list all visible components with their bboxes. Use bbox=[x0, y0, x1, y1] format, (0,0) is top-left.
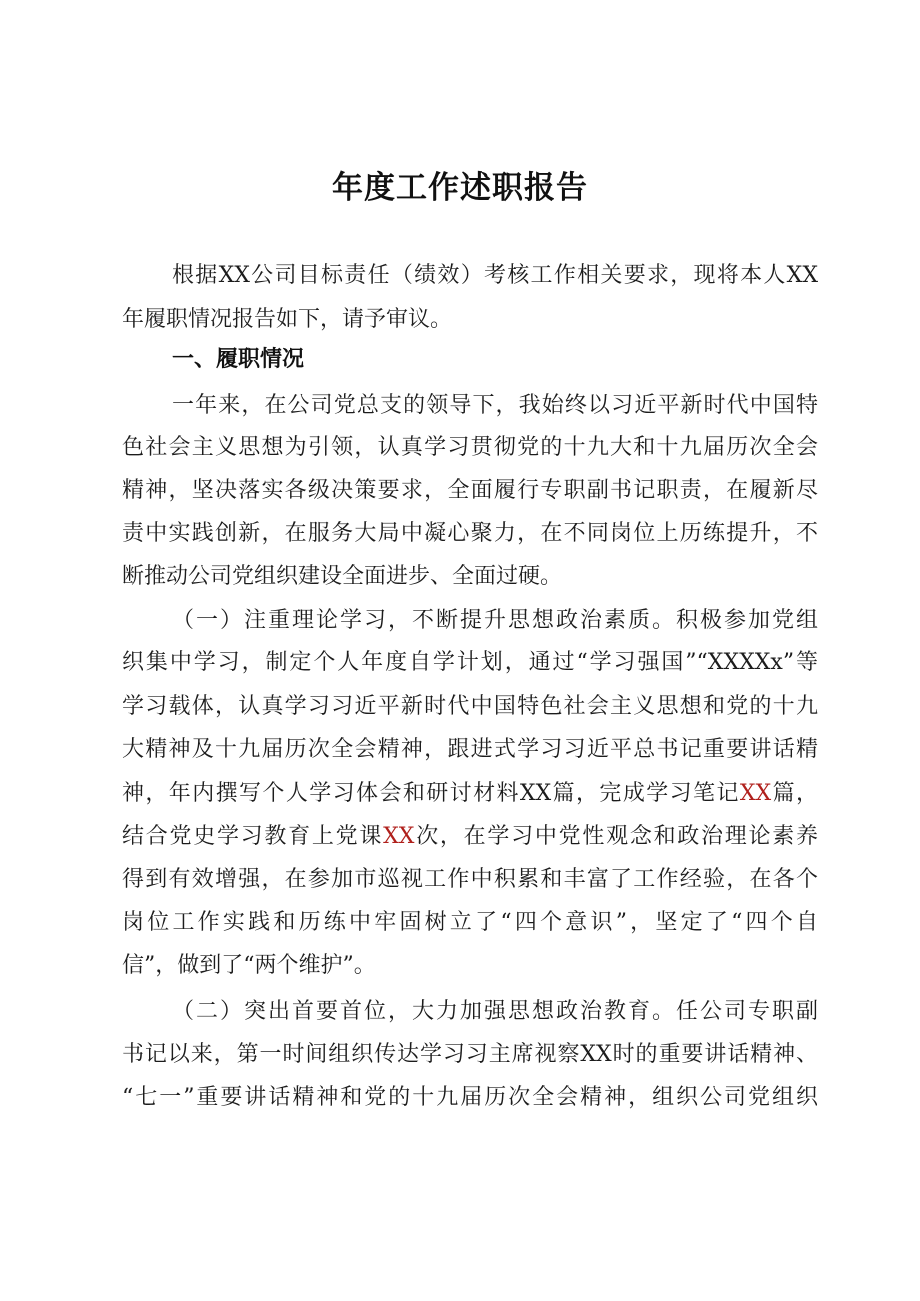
paragraph-line: 信”，做到了“两个维护”。 bbox=[122, 953, 376, 978]
paragraph-line: 得到有效增强，在参加市巡视工作中积累和丰富了工作经验，在各个 bbox=[122, 867, 818, 892]
paragraph-line: 断推动公司党组织建设全面进步、全面过硬。 bbox=[122, 564, 563, 589]
paragraph-line: 精神，坚决落实各级决策要求，全面履行专职副书记职责，在履新尽 bbox=[122, 478, 818, 503]
paragraph-line-highlight bbox=[122, 779, 818, 809]
document-title: 年度工作述职报告 bbox=[332, 170, 588, 206]
highlighted-count: XX bbox=[383, 824, 415, 849]
paragraph-line: （一）注重理论学习，不断提升思想政治素质。积极参加党组 bbox=[172, 608, 818, 633]
paragraph-line: 根据XX公司目标责任（绩效）考核工作相关要求，现将本人XX bbox=[172, 263, 818, 288]
paragraph-line: 色社会主义思想为引领，认真学习贯彻党的十九大和十九届历次全会 bbox=[122, 435, 818, 460]
paragraph-line: 织集中学习，制定个人年度自学计划，通过“学习强国”“XXXXx”等 bbox=[122, 650, 818, 675]
paragraph-line-highlight bbox=[122, 822, 818, 852]
paragraph-line: 岗位工作实践和历练中牢固树立了“四个意识”，坚定了“四个自 bbox=[122, 910, 818, 935]
line-text: 神，年内撰写个人学习体会和研讨材料XX篇，完成学习笔记 bbox=[122, 781, 740, 806]
line-text: 篇， bbox=[771, 781, 818, 806]
highlighted-count: XX bbox=[739, 781, 772, 806]
section-heading: 一、履职情况 bbox=[172, 347, 305, 372]
paragraph-line: （二）突出首要首位，大力加强思想政治教育。任公司专职副 bbox=[172, 999, 818, 1024]
line-text: 结合党史学习教育上党课 bbox=[122, 824, 384, 849]
paragraph-line: 责中实践创新，在服务大局中凝心聚力，在不同岗位上历练提升，不 bbox=[122, 521, 818, 546]
line-text: 次，在学习中党性观念和政治理论素养 bbox=[414, 824, 818, 849]
paragraph-line: “七一”重要讲话精神和党的十九届历次全会精神，组织公司党组织 bbox=[122, 1085, 818, 1110]
paragraph-line: 大精神及十九届历次全会精神，跟进式学习习近平总书记重要讲话精 bbox=[122, 737, 818, 762]
paragraph-line: 书记以来，第一时间组织传达学习习主席视察XX时的重要讲话精神、 bbox=[122, 1042, 818, 1067]
paragraph-line: 一年来，在公司党总支的领导下，我始终以习近平新时代中国特 bbox=[172, 393, 818, 418]
paragraph-line: 年履职情况报告如下，请予审议。 bbox=[122, 307, 453, 332]
paragraph-line: 学习载体，认真学习习近平新时代中国特色社会主义思想和党的十九 bbox=[122, 694, 818, 719]
